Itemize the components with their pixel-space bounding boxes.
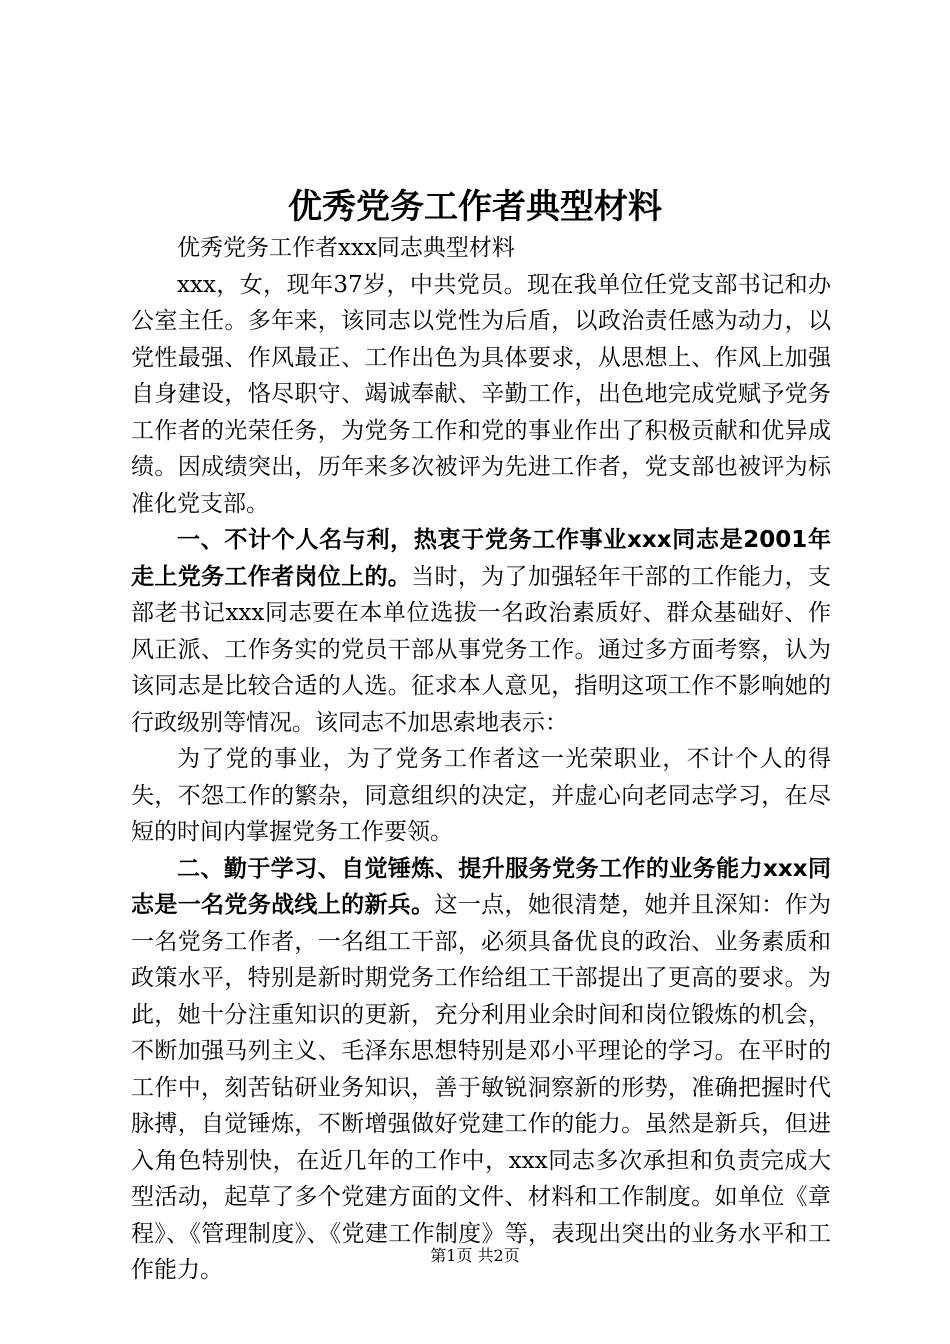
section-1-body: 当时，为了加强轻年干部的工作能力，支部老书记xxx同志要在本单位选拔一名政治素质好、群众基础好、作风正派、工作务实的党员干部从事党务工作。通过多方面考察，认为该同志是比较合适的人选。征求本人意见，指明这项工作不影响她的行政级别等情况。该同志不加思索地表示： — [131, 563, 832, 736]
document-body — [131, 230, 831, 1289]
intro-paragraph: xxx，女，现年37岁，中共党员。现在我单位任党支部书记和办公室主任。多年来，该同志以党性为后盾，以政治责任感为动力，以党性最强、作风最正、工作出色为具体要求，从思想上、作风上加强自身建设，恪尽职守、竭诚奉献、辛勤工作，出色地完成党赋予党务工作者的光荣任务，为党务工作和党的事业作出了积极贡献和优异成绩。因成绩突出，历年来多次被评为先进工作者，党支部也被评为标准化党支部。 — [131, 271, 831, 517]
section-1-paragraph — [131, 522, 831, 741]
document-title: 优秀党务工作者典型材料 — [288, 187, 662, 227]
page-footer: 第1页 共2页 — [430, 1246, 520, 1265]
section-1-heading: 一、不计个人名与利，热衷于党务工作事业xxx同志是2001年走上党务工作者岗位上的。 — [131, 527, 831, 590]
section-2-paragraph — [131, 851, 831, 1289]
quote-paragraph: 为了党的事业，为了党务工作者这一光荣职业，不计个人的得失，不怨工作的繁杂，同意组织的决定，并虚心向老同志学习，在尽短的时间内掌握党务工作要领。 — [131, 746, 831, 845]
section-2-body: 这一点，她很清楚，她并且深知：作为一名党务工作者，一名组工干部，必须具备优良的政治、业务素质和政策水平，特别是新时期党务工作给组工干部提出了更高的要求。为此，她十分注重知识的更新，充分利用业余时间和岗位锻炼的机会，不断加强马列主义、毛泽东思想特别是邓小平理论的学习。在平时的工作中，刻苦钻研业务知识，善于敏锐洞察新的形势，准确把握时代脉搏，自觉锤炼，不断增强做好党建工作的能力。虽然是新兵，但进入角色特别快，在近几年的工作中，xxx同志多次承担和负责完成大型活动，起草了多个党建方面的文件、材料和工作制度。如单位《章程》、《管理制度》、《党建工作制度》等，表现出突出的业务水平和工作能力。 — [131, 892, 832, 1283]
section-2-heading: 二、勤于学习、自觉锤炼、提升服务党务工作的业务能力xxx同志是一名党务战线上的新兵。 — [131, 855, 831, 918]
subtitle-paragraph: 优秀党务工作者xxx同志典型材料 — [177, 235, 515, 261]
